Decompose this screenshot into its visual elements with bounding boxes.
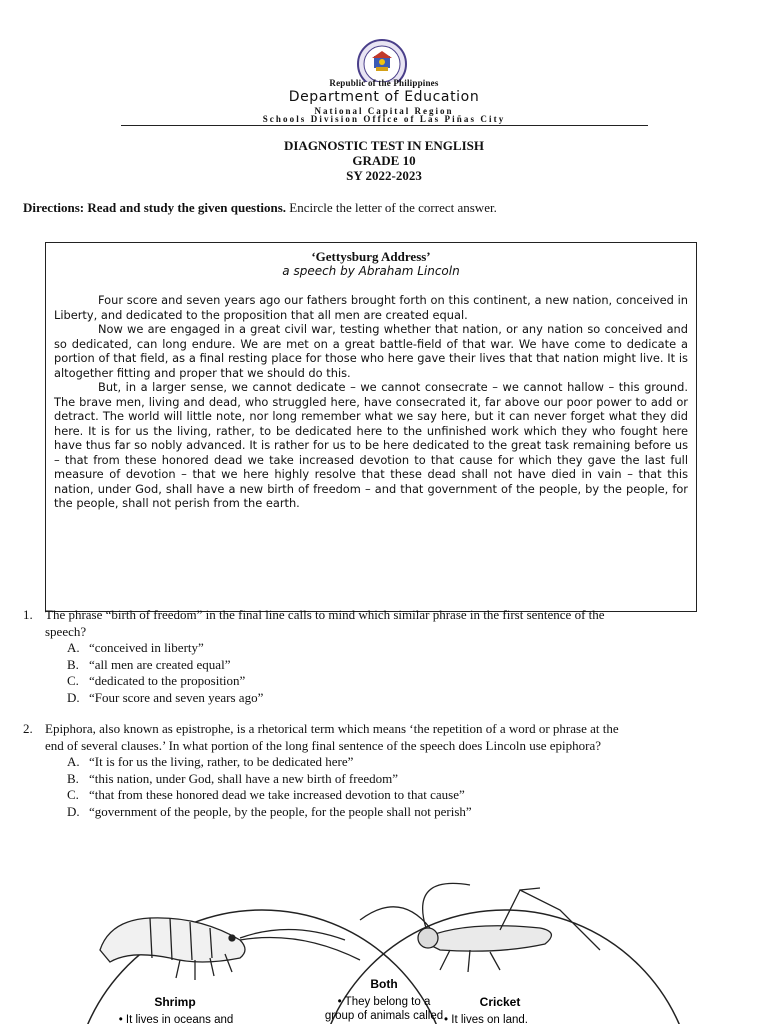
option-letter[interactable]: D. — [67, 689, 80, 705]
venn-right-text: • It lives on land. — [444, 1014, 528, 1024]
passage-paragraph: But, in a larger sense, we cannot dedicate – we cannot consecrate – we cannot hallow – this ground. The brave men, living and dead, who struggled here, have consecrated it, far above our poor power to add or detract. The world will little note, nor long remember what we say here, but it can never forget what they did here. It is for us the living, rather, to be dedicated here to the unfinished work which they who fought here have thus far so nobly advanced. It is rather for us to be here dedicated to the great task remaining before us – that from these honored dead we take increased devotion to that cause for which they gave the last full measure of devotion – that we here highly resolve that these dead shall not have died in vain – that this nation, under God, shall have a new birth of freedom – and that government of the people, by the people, for the people, shall not perish from the earth. — [54, 380, 688, 510]
venn-center-line2: group of animals called — [324, 1010, 444, 1022]
option-text: “conceived in liberty” — [89, 640, 204, 655]
answer-option-d[interactable] — [67, 690, 723, 707]
answer-option-c[interactable] — [67, 673, 723, 690]
passage-paragraph: Four score and seven years ago our fathers brought forth on this continent, a new nation, conceived in Liberty, and dedicated to the proposition that all men are created equal. — [54, 293, 688, 322]
option-letter[interactable]: B. — [67, 656, 79, 672]
option-letter[interactable]: A. — [67, 640, 80, 655]
option-text: “It is for us the living, rather, to be dedicated here” — [89, 754, 354, 769]
venn-center-line1: • They belong to a — [337, 996, 431, 1008]
directions-bold-text: Read and study the given questions. — [87, 200, 287, 215]
test-grade: GRADE 10 — [352, 153, 416, 168]
answer-option-b[interactable] — [67, 657, 723, 674]
test-school-year: SY 2022-2023 — [346, 168, 422, 183]
republic-line: Republic of the Philippines — [329, 78, 439, 88]
passage-subtitle: a speech by Abraham Lincoln — [282, 264, 460, 278]
division-line: Schools Division Office of Las Piñas City — [262, 114, 506, 124]
answer-option-a[interactable] — [67, 754, 723, 771]
question-number: 1. — [23, 607, 33, 622]
question-stem-line: Epiphora, also known as epistrophe, is a rhetorical term which means ‘the repetition of a word or phrase at the — [45, 721, 619, 736]
shrimp-illustration — [100, 918, 360, 980]
question-2 — [23, 721, 723, 820]
answer-option-a[interactable] — [67, 640, 723, 657]
option-text: “that from these honored dead we take increased devotion to that cause” — [89, 787, 465, 802]
option-text: “all men are created equal” — [89, 656, 231, 672]
venn-left-text: • It lives in oceans and — [118, 1014, 234, 1024]
region-line: National Capital Region — [314, 106, 454, 116]
directions-text: Encircle the letter of the correct answer. — [289, 200, 497, 215]
question-stem — [45, 721, 723, 754]
directions-label: Directions: — [23, 200, 85, 215]
cricket-illustration — [360, 883, 600, 972]
question-1 — [23, 607, 723, 706]
question-stem — [45, 607, 723, 640]
option-letter[interactable]: A. — [67, 754, 80, 769]
answer-options — [67, 640, 723, 706]
test-title: DIAGNOSTIC TEST IN ENGLISH — [283, 138, 484, 153]
answer-option-b[interactable] — [67, 771, 723, 788]
option-text: “government of the people, by the people, for the people shall not perish” — [89, 803, 472, 819]
header-divider — [121, 125, 648, 126]
passage-body — [54, 293, 688, 511]
option-text: “Four score and seven years ago” — [89, 689, 264, 705]
question-number: 2. — [23, 721, 33, 736]
venn-right-title: Cricket — [479, 995, 521, 1009]
venn-center-title: Both — [370, 977, 398, 991]
directions — [23, 200, 497, 216]
question-stem-line: speech? — [45, 623, 87, 639]
venn-diagram — [0, 880, 768, 1024]
option-letter[interactable]: B. — [67, 770, 79, 786]
venn-left-title: Shrimp — [154, 995, 196, 1009]
answer-option-c[interactable] — [67, 787, 723, 804]
passage-paragraph: Now we are engaged in a great civil war, testing whether that nation, or any nation so conceived and so dedicated, can long endure. We are met on a great battle-field of that war. We have come to dedicate a portion of that field, as a final resting place for those who here gave their lives that that nation might live. It is altogether fitting and proper that we should do this. — [54, 322, 688, 380]
answer-options — [67, 754, 723, 820]
option-letter[interactable]: D. — [67, 803, 80, 819]
question-stem-line: end of several clauses.’ In what portion of the long final sentence of the speech does Lincoln use epiphora? — [45, 737, 602, 753]
option-text: “dedicated to the proposition” — [89, 673, 246, 688]
test-title-block — [0, 138, 768, 183]
question-stem-line: The phrase “birth of freedom” in the final line calls to mind which similar phrase in the first sentence of the — [45, 607, 605, 622]
option-letter[interactable]: C. — [67, 787, 79, 802]
passage-title: ‘Gettysburg Address’ — [311, 249, 431, 264]
answer-option-d[interactable] — [67, 804, 723, 821]
department-name: Department of Education — [288, 89, 480, 105]
option-letter[interactable]: C. — [67, 673, 79, 688]
option-text: “this nation, under God, shall have a new birth of freedom” — [89, 770, 399, 786]
deped-seal-logo — [349, 38, 415, 82]
